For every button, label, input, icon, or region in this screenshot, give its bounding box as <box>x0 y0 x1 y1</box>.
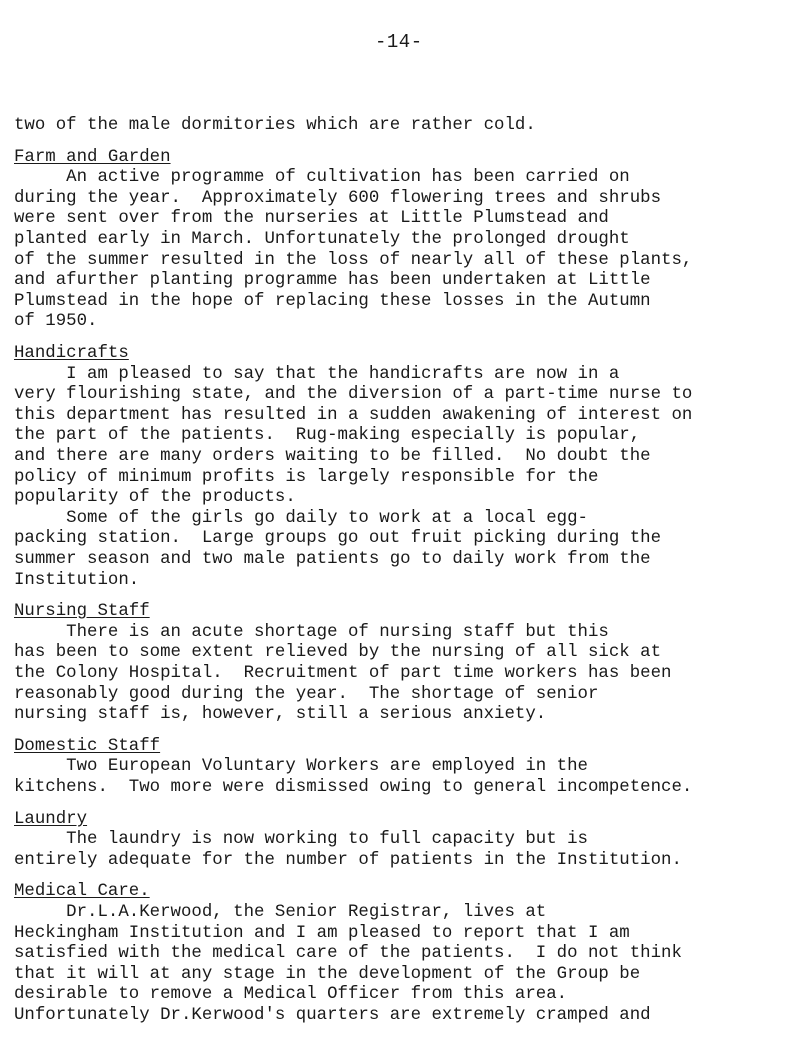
body-line: policy of minimum profits is largely responsible for the <box>14 468 599 487</box>
body-line: the part of the patients. Rug-making especially is popular, <box>14 426 641 445</box>
body-line: nursing staff is, however, still a serious anxiety. <box>14 705 547 724</box>
body-line: Plumstead in the hope of replacing these losses in the Autumn <box>14 292 651 311</box>
body-line: packing station. Large groups go out fruit picking during the <box>14 529 662 548</box>
body-line: Two European Voluntary Workers are employed in the <box>14 757 588 776</box>
body-line: and afurther planting programme has been undertaken at Little <box>14 271 651 290</box>
section-heading-nursing-staff: Nursing Staff <box>14 602 150 621</box>
body-line: popularity of the products. <box>14 488 296 507</box>
body-line: this department has resulted in a sudden awakening of interest on <box>14 406 693 425</box>
body-line: during the year. Approximately 600 flowering trees and shrubs <box>14 189 662 208</box>
body-line: There is an acute shortage of nursing staff but this <box>14 623 609 642</box>
body-line: Heckingham Institution and I am pleased to report that I am <box>14 924 630 943</box>
body-line: I am pleased to say that the handicrafts are now in a <box>14 365 620 384</box>
body-line: kitchens. Two more were dismissed owing to general incompetence. <box>14 778 693 797</box>
body-line: Unfortunately Dr.Kerwood's quarters are extremely cramped and <box>14 1006 651 1025</box>
body-line: planted early in March. Unfortunately the prolonged drought <box>14 230 630 249</box>
body-line: Institution. <box>14 571 140 590</box>
section-heading-medical-care: Medical Care. <box>14 882 150 901</box>
body-line: desirable to remove a Medical Officer from this area. <box>14 985 568 1004</box>
body-line: The laundry is now working to full capacity but is <box>14 830 588 849</box>
body-line: and there are many orders waiting to be filled. No doubt the <box>14 447 651 466</box>
body-line: of the summer resulted in the loss of nearly all of these plants, <box>14 251 693 270</box>
body-line: satisfied with the medical care of the patients. I do not think <box>14 944 682 963</box>
body-line: An active programme of cultivation has been carried on <box>14 168 630 187</box>
body-line: Dr.L.A.Kerwood, the Senior Registrar, lives at <box>14 903 547 922</box>
page-number: -14- <box>375 31 423 53</box>
body-line: has been to some extent relieved by the nursing of all sick at <box>14 643 662 662</box>
section-heading-laundry: Laundry <box>14 810 88 829</box>
body-line: of 1950. <box>14 312 98 331</box>
body-line: Some of the girls go daily to work at a local egg- <box>14 509 588 528</box>
body-line: the Colony Hospital. Recruitment of part time workers has been <box>14 664 672 683</box>
body-line: reasonably good during the year. The shortage of senior <box>14 685 599 704</box>
section-heading-handicrafts: Handicrafts <box>14 344 129 363</box>
body-line: summer season and two male patients go to daily work from the <box>14 550 651 569</box>
body-line: were sent over from the nurseries at Little Plumstead and <box>14 209 609 228</box>
body-line: very flourishing state, and the diversion of a part-time nurse to <box>14 385 693 404</box>
body-line: entirely adequate for the number of patients in the Institution. <box>14 851 682 870</box>
section-heading-domestic-staff: Domestic Staff <box>14 737 161 756</box>
body-line: two of the male dormitories which are rather cold. <box>14 116 536 135</box>
section-heading-farm-and-garden: Farm and Garden <box>14 148 171 167</box>
body-line: that it will at any stage in the development of the Group be <box>14 965 641 984</box>
